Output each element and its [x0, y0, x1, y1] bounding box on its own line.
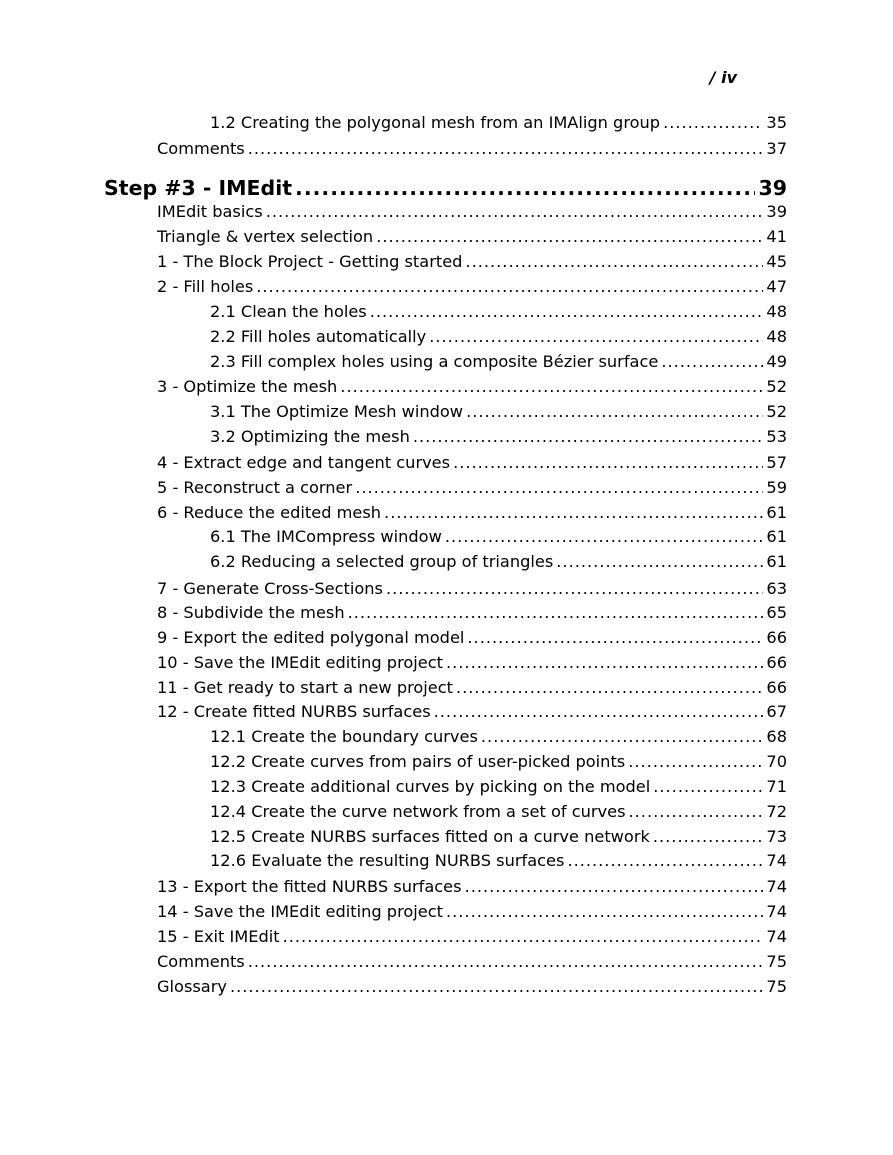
toc-entry-title: 5 - Reconstruct a corner — [157, 478, 353, 497]
dot-leader — [256, 276, 763, 298]
toc-entry[interactable] — [157, 376, 787, 398]
toc-entry-title: 3 - Optimize the mesh — [157, 377, 338, 396]
toc-entry-title: IMEdit basics — [157, 202, 263, 221]
toc-entry-title: 6.2 Reducing a selected group of triangles — [210, 552, 554, 571]
toc-entry[interactable] — [157, 251, 787, 273]
dot-leader — [465, 876, 764, 898]
dot-leader — [481, 726, 763, 748]
toc-entry-page-number: 52 — [766, 377, 787, 396]
dot-leader — [663, 112, 763, 134]
toc-entry-title: 1 - The Block Project - Getting started — [157, 252, 463, 271]
toc-entry-page-number: 66 — [766, 653, 787, 672]
dot-leader — [456, 677, 763, 699]
dot-leader — [348, 602, 764, 624]
toc-entry[interactable] — [157, 652, 787, 674]
toc-entry[interactable] — [157, 627, 787, 649]
toc-section-heading[interactable] — [104, 175, 787, 201]
toc-entry-page-number: 37 — [766, 139, 787, 158]
toc-entry-page-number: 52 — [766, 402, 787, 421]
toc-entry[interactable] — [210, 751, 787, 773]
toc-entry-title: 3.2 Optimizing the mesh — [210, 427, 410, 446]
toc-entry-page-number: 68 — [766, 727, 787, 746]
dot-leader — [653, 776, 763, 798]
toc-entry-title: 10 - Save the IMEdit editing project — [157, 653, 443, 672]
toc-entry-title: 2.3 Fill complex holes using a composite Bézier surface — [210, 352, 659, 371]
toc-entry[interactable] — [210, 301, 787, 323]
toc-entry-page-number: 61 — [766, 503, 787, 522]
toc-entry-page-number: 71 — [766, 777, 787, 796]
toc-entry-page-number: 66 — [766, 628, 787, 647]
toc-entry-title: 12.3 Create additional curves by picking on the model — [210, 777, 651, 796]
toc-entry-title: Comments — [157, 139, 245, 158]
dot-leader — [413, 426, 764, 448]
dot-leader — [283, 926, 764, 948]
dot-leader — [556, 551, 763, 573]
toc-entry[interactable] — [210, 551, 787, 573]
toc-entry[interactable] — [210, 776, 787, 798]
toc-entry-page-number: 73 — [766, 827, 787, 846]
toc-entry[interactable] — [157, 901, 787, 923]
toc-entry-title: 14 - Save the IMEdit editing project — [157, 902, 443, 921]
toc-entry[interactable] — [157, 138, 787, 160]
toc-entry-page-number: 74 — [766, 877, 787, 896]
toc-entry-page-number: 39 — [766, 202, 787, 221]
toc-entry[interactable] — [157, 677, 787, 699]
toc-entry[interactable] — [157, 452, 787, 474]
toc-entry[interactable] — [210, 826, 787, 848]
toc-entry[interactable] — [210, 526, 787, 548]
toc-entry-title: 1.2 Creating the polygonal mesh from an IMAlign group — [210, 113, 661, 132]
toc-entry[interactable] — [157, 276, 787, 298]
toc-entry-page-number: 72 — [766, 802, 787, 821]
toc-entry-page-number: 75 — [766, 977, 787, 996]
toc-entry[interactable] — [157, 701, 787, 723]
toc-entry[interactable] — [157, 201, 787, 223]
dot-leader — [445, 526, 764, 548]
toc-entry-title: 12 - Create fitted NURBS surfaces — [157, 702, 431, 721]
dot-leader — [446, 652, 763, 674]
toc-entry-title: 4 - Extract edge and tangent curves — [157, 453, 451, 472]
toc-entry-page-number: 35 — [766, 113, 787, 132]
toc-entry[interactable] — [157, 578, 787, 600]
toc-entry-page-number: 65 — [766, 603, 787, 622]
toc-entry-title: 11 - Get ready to start a new project — [157, 678, 453, 697]
toc-entry-title: 9 - Export the edited polygonal model — [157, 628, 465, 647]
toc-entry-page-number: 57 — [766, 453, 787, 472]
toc-entry[interactable] — [210, 726, 787, 748]
dot-leader — [248, 138, 764, 160]
toc-entry-page-number: 48 — [766, 302, 787, 321]
page-number-header: / iv — [709, 68, 737, 87]
toc-entry-page-number: 59 — [766, 478, 787, 497]
toc-entry-page-number: 74 — [766, 902, 787, 921]
dot-leader — [434, 701, 764, 723]
toc-entry-page-number: 66 — [766, 678, 787, 697]
dot-leader — [248, 951, 764, 973]
dot-leader — [266, 201, 764, 223]
dot-leader — [376, 226, 763, 248]
toc-entry[interactable] — [157, 477, 787, 499]
toc-entry-page-number: 70 — [766, 752, 787, 771]
toc-entry-page-number: 74 — [766, 927, 787, 946]
toc-entry-page-number: 61 — [766, 552, 787, 571]
dot-leader — [628, 751, 763, 773]
toc-entry-page-number: 47 — [766, 277, 787, 296]
dot-leader — [446, 901, 763, 923]
toc-entry-page-number: 63 — [766, 579, 787, 598]
toc-entry-title: 15 - Exit IMEdit — [157, 927, 280, 946]
toc-entry-title: 12.6 Evaluate the resulting NURBS surfaces — [210, 851, 565, 870]
toc-entry-title: 3.1 The Optimize Mesh window — [210, 402, 464, 421]
dot-leader — [230, 976, 763, 998]
toc-entry-title: 12.4 Create the curve network from a set of curves — [210, 802, 626, 821]
toc-entry-page-number: 67 — [766, 702, 787, 721]
toc-entry-title: Triangle & vertex selection — [157, 227, 374, 246]
toc-entry[interactable] — [210, 326, 787, 348]
dot-leader — [355, 477, 763, 499]
toc-entry-page-number: 74 — [766, 851, 787, 870]
toc-entry-title: 12.2 Create curves from pairs of user-picked points — [210, 752, 626, 771]
toc-entry[interactable] — [210, 112, 787, 134]
toc-entry-title: Step #3 - IMEdit — [104, 176, 293, 200]
toc-entry-title: Comments — [157, 952, 245, 971]
dot-leader — [629, 801, 764, 823]
dot-leader — [340, 376, 763, 398]
toc-entry-page-number: 41 — [766, 227, 787, 246]
toc-entry[interactable] — [210, 351, 787, 373]
toc-entry[interactable] — [210, 801, 787, 823]
dot-leader — [370, 301, 764, 323]
toc-entry[interactable] — [157, 876, 787, 898]
toc-entry-title: 12.5 Create NURBS surfaces fitted on a curve network — [210, 827, 650, 846]
dot-leader — [465, 251, 763, 273]
toc-entry-title: 6.1 The IMCompress window — [210, 527, 442, 546]
toc-entry-title: 2 - Fill holes — [157, 277, 254, 296]
toc-entry-title: 8 - Subdivide the mesh — [157, 603, 345, 622]
toc-entry-title: 2.1 Clean the holes — [210, 302, 367, 321]
toc-entry-title: 7 - Generate Cross-Sections — [157, 579, 383, 598]
toc-entry-page-number: 53 — [766, 427, 787, 446]
toc-entry-page-number: 45 — [766, 252, 787, 271]
dot-leader — [453, 452, 763, 474]
toc-entry[interactable] — [157, 502, 787, 524]
dot-leader — [429, 326, 763, 348]
dot-leader — [567, 850, 763, 872]
dot-leader — [386, 578, 763, 600]
toc-entry-page-number: 48 — [766, 327, 787, 346]
toc-entry-page-number: 39 — [758, 176, 787, 200]
dot-leader — [653, 826, 764, 848]
dot-leader — [661, 351, 763, 373]
toc-entry[interactable] — [157, 951, 787, 973]
dot-leader — [384, 502, 763, 524]
dot-leader — [467, 627, 763, 649]
toc-entry-title: 13 - Export the fitted NURBS surfaces — [157, 877, 462, 896]
toc-entry[interactable] — [210, 850, 787, 872]
toc-entry-page-number: 49 — [766, 352, 787, 371]
toc-entry-page-number: 61 — [766, 527, 787, 546]
toc-entry[interactable] — [157, 226, 787, 248]
toc-entry-title: 12.1 Create the boundary curves — [210, 727, 478, 746]
dot-leader — [295, 175, 755, 201]
toc-entry[interactable] — [157, 926, 787, 948]
toc-entry[interactable] — [210, 426, 787, 448]
toc-entry[interactable] — [210, 401, 787, 423]
toc-entry-title: 6 - Reduce the edited mesh — [157, 503, 382, 522]
toc-entry-title: 2.2 Fill holes automatically — [210, 327, 427, 346]
toc-entry[interactable] — [157, 602, 787, 624]
toc-entry-title: Glossary — [157, 977, 227, 996]
toc-entry[interactable] — [157, 976, 787, 998]
dot-leader — [466, 401, 763, 423]
toc-entry-page-number: 75 — [766, 952, 787, 971]
